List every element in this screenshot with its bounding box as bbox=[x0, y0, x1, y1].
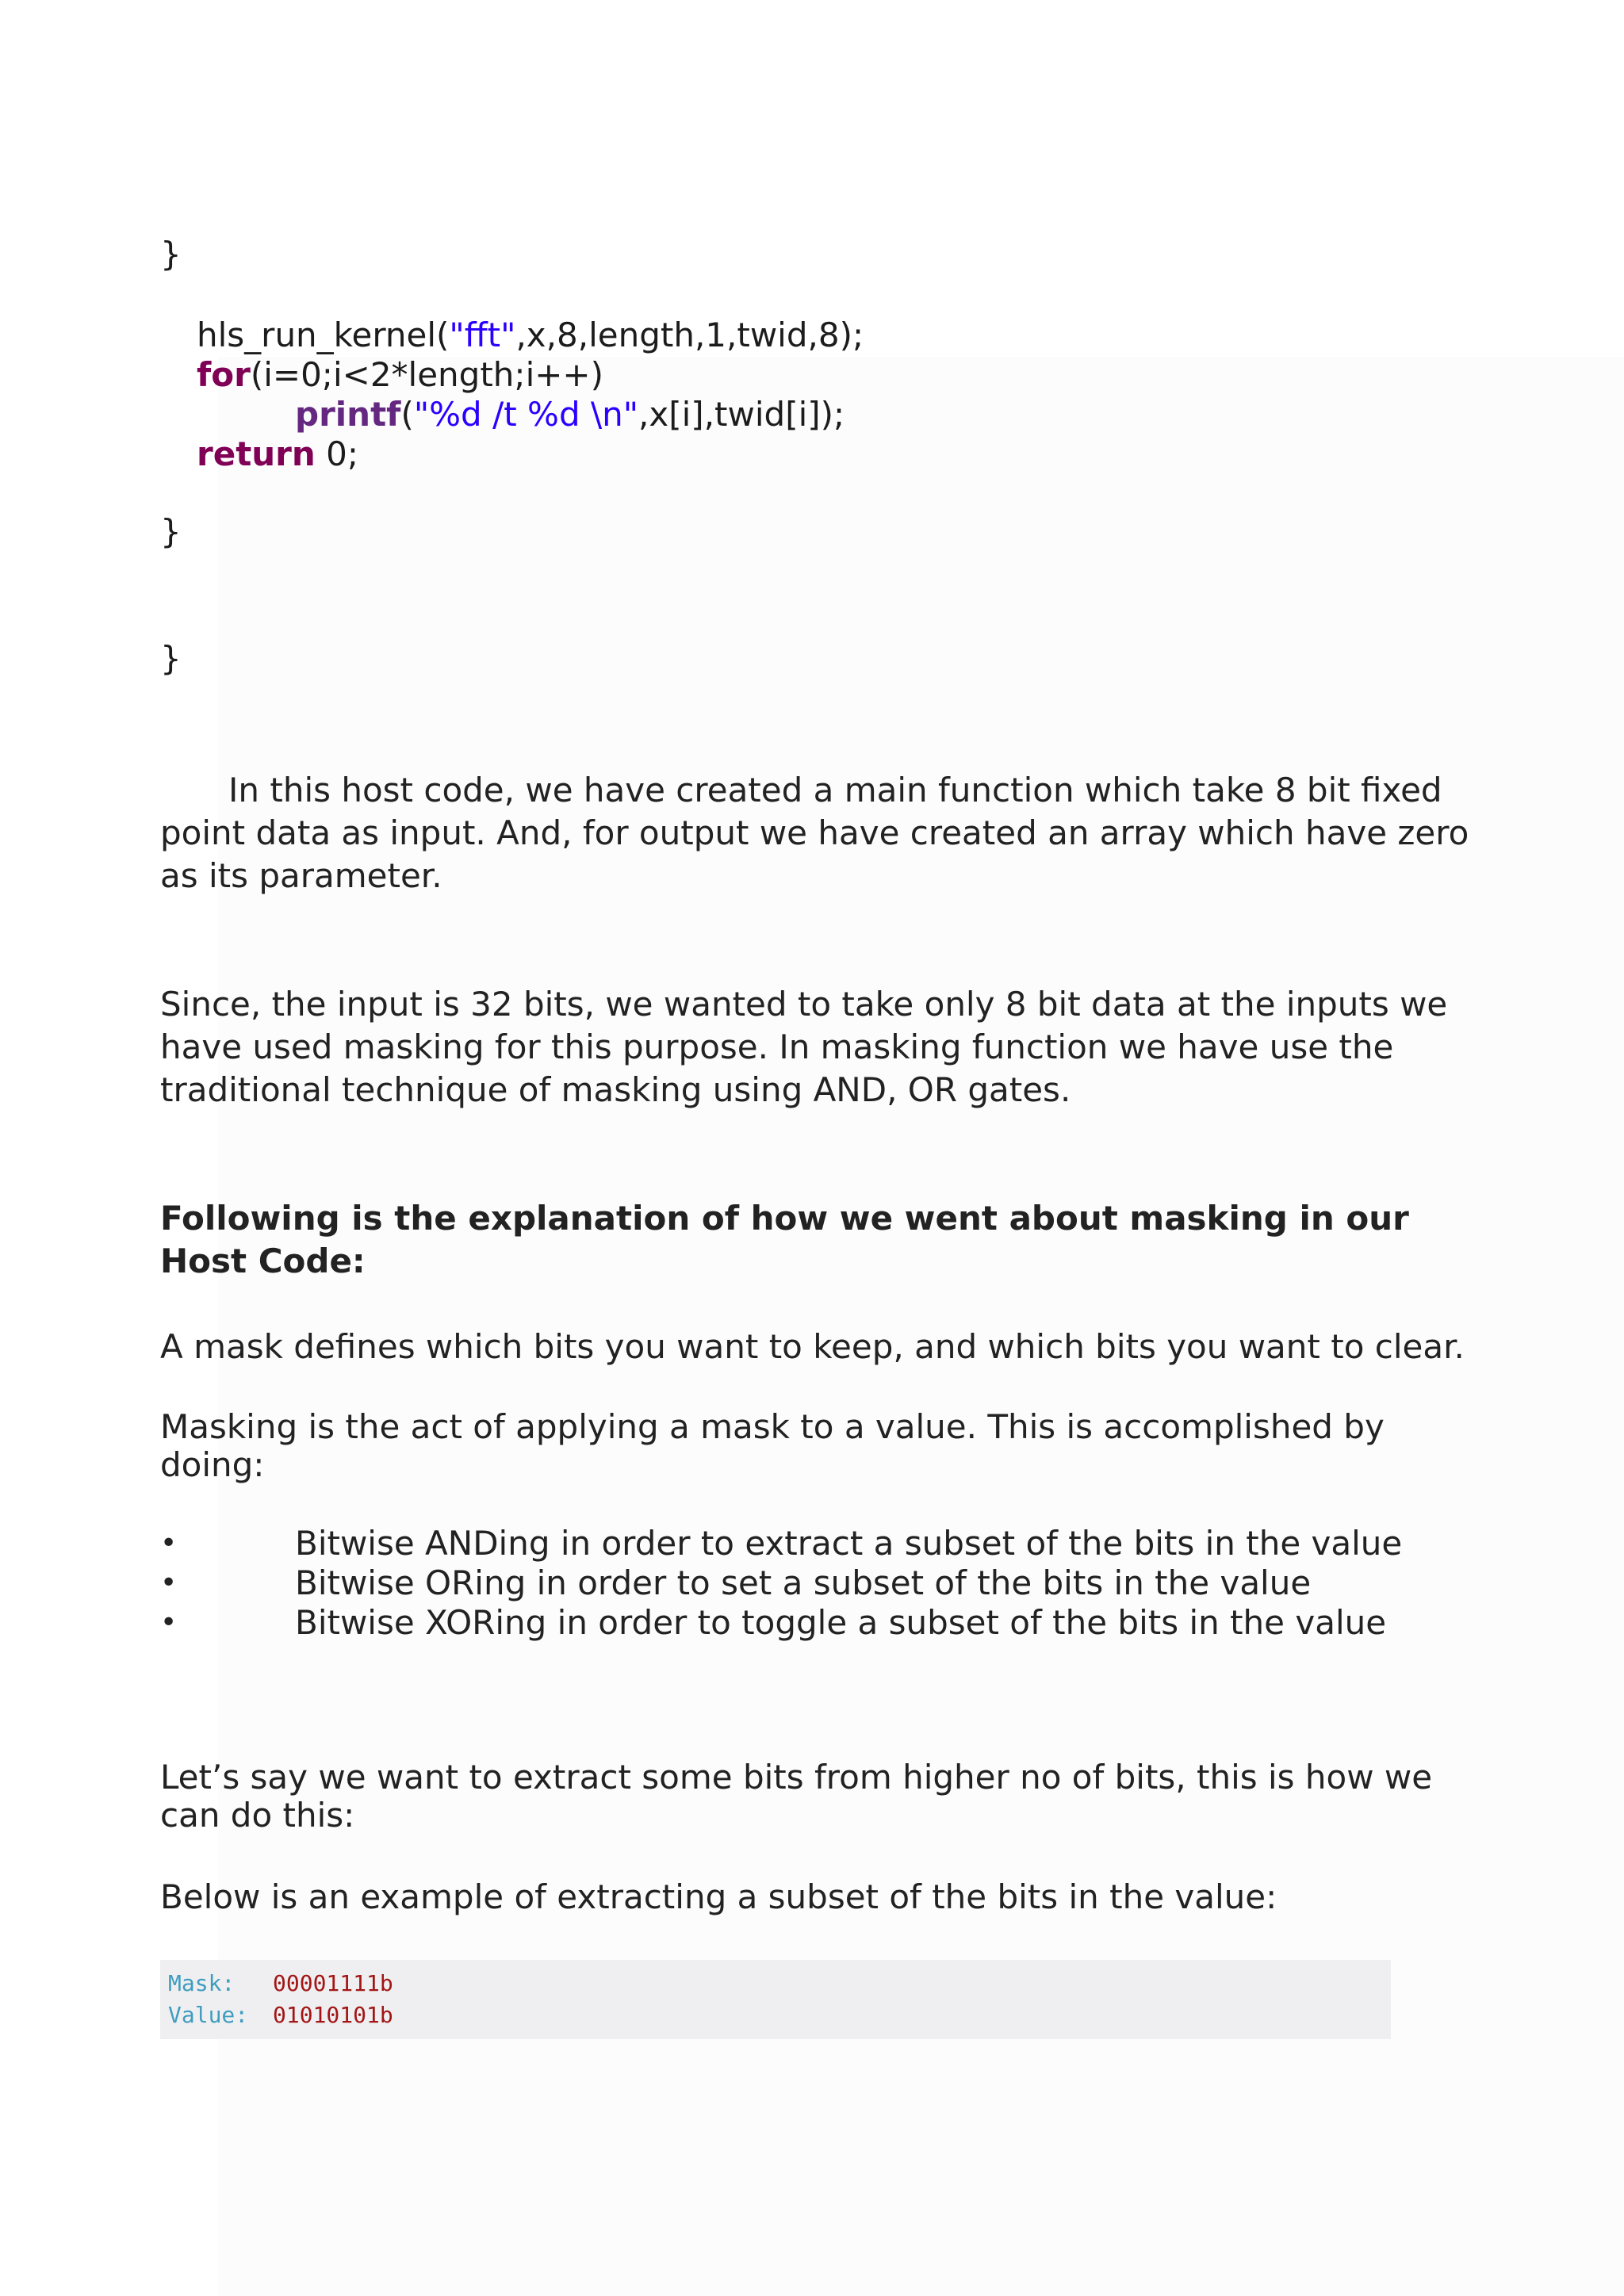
code-label: Value: bbox=[168, 2002, 249, 2028]
section-heading: Following is the explanation of how we went about masking in our Host Code: bbox=[160, 1199, 1409, 1280]
paragraph-masking-definition: Masking is the act of applying a mask to a value. This is accomplished by doing: bbox=[160, 1407, 1385, 1484]
closing-brace: } bbox=[160, 512, 182, 551]
code-row-mask bbox=[168, 1968, 393, 1999]
closing-brace: } bbox=[160, 639, 182, 678]
code-string: "fft" bbox=[449, 316, 516, 354]
code-text: ,x[i],twid[i]); bbox=[638, 395, 845, 434]
code-text: ( bbox=[400, 395, 414, 434]
mask-example-code-block bbox=[160, 1960, 1391, 2039]
code-string: "%d /t %d \n" bbox=[413, 395, 639, 434]
paragraph-host-code-intro: In this host code, we have created a main function which take 8 bit fixed point data as input. And, for output we have created an array which have zero as its parameter. bbox=[160, 771, 1469, 895]
code-function: printf bbox=[295, 395, 401, 434]
code-value: 00001111b bbox=[273, 1970, 393, 1996]
bullet-icon: • bbox=[160, 1606, 178, 1639]
paragraph-masking-reason: Since, the input is 32 bits, we wanted to take only 8 bit data at the inputs we have used masking for this purpose. In masking function we have use the traditional technique of masking using AND, OR gates. bbox=[160, 985, 1448, 1109]
list-item-text: Bitwise ANDing in order to extract a subset of the bits in the value bbox=[295, 1524, 1403, 1563]
bullet-icon: • bbox=[160, 1527, 178, 1559]
paragraph-mask-definition: A mask defines which bits you want to keep, and which bits you want to clear. bbox=[160, 1327, 1465, 1366]
list-item-text: Bitwise ORing in order to set a subset of the bits in the value bbox=[295, 1563, 1312, 1602]
paragraph-example-intro: Below is an example of extracting a subset of the bits in the value: bbox=[160, 1877, 1277, 1916]
bullet-icon: • bbox=[160, 1567, 178, 1599]
list-item bbox=[160, 1563, 1402, 1603]
paragraph-extract-intro: Let’s say we want to extract some bits from higher no of bits, this is how we can do this: bbox=[160, 1758, 1433, 1835]
bitwise-operations-list bbox=[160, 1524, 1402, 1643]
code-line-for bbox=[197, 355, 603, 395]
code-text: (i=0;i<2*length;i++) bbox=[250, 355, 604, 394]
closing-brace: } bbox=[160, 235, 182, 274]
list-item-text: Bitwise XORing in order to toggle a subset of the bits in the value bbox=[295, 1603, 1387, 1642]
code-line-printf bbox=[295, 395, 845, 434]
code-text: ,x,8,length,1,twid,8); bbox=[515, 316, 864, 354]
code-line-kernel-call bbox=[197, 316, 864, 355]
code-value: 01010101b bbox=[273, 2002, 393, 2028]
code-row-value bbox=[168, 1999, 393, 2031]
code-keyword: return bbox=[197, 434, 316, 473]
list-item bbox=[160, 1603, 1402, 1643]
code-text: 0; bbox=[315, 434, 359, 473]
code-text: hls_run_kernel( bbox=[197, 316, 450, 354]
code-line-return bbox=[197, 434, 358, 474]
list-item bbox=[160, 1524, 1402, 1563]
code-label: Mask: bbox=[168, 1970, 236, 1996]
code-keyword: for bbox=[197, 355, 251, 394]
